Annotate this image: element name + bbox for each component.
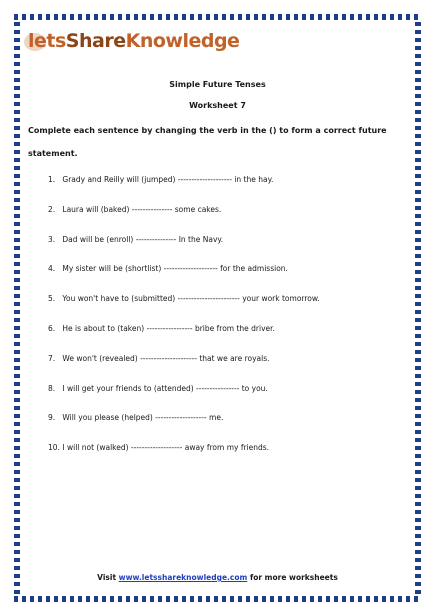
list-item: 6. He is about to (taken) ----------------- bribe from the driver.	[48, 323, 275, 333]
website-link[interactable]: www.letsshareknowledge.com	[118, 573, 248, 582]
worksheet-number: Worksheet 7	[189, 101, 246, 110]
list-item: 10. I will not (walked) ------------------- away from my friends.	[48, 443, 270, 453]
list-item: 4. My sister will be (shortlist) -------------------- for the admission.	[48, 264, 288, 274]
exercise-list	[48, 174, 408, 472]
list-item: 8. I will get your friends to (attended) ---------------- to you.	[48, 383, 268, 393]
list-item: 7. We won't (revealed) --------------------- that we are royals.	[48, 353, 270, 363]
worksheet-page	[20, 20, 415, 596]
list-item: 9. Will you please (helped) ------------------- me.	[48, 413, 224, 423]
instructions: Complete each sentence by changing the verb in the () to form a correct future statement.	[28, 126, 387, 158]
list-item: 3. Dad will be (enroll) --------------- In the Navy.	[48, 234, 224, 244]
page-title: Simple Future Tenses	[169, 80, 266, 89]
site-logo: letsShareKnowledge	[28, 30, 239, 52]
list-item: 2. Laura will (baked) --------------- some cakes.	[48, 204, 222, 214]
list-item: 1. Grady and Reilly will (jumped) -------------------- in the hay.	[48, 175, 274, 184]
list-item: 5. You won't have to (submitted) ----------------------- your work tomorrow.	[48, 294, 320, 304]
footer: Visit www.letsshareknowledge.com for more worksheets	[97, 573, 338, 582]
